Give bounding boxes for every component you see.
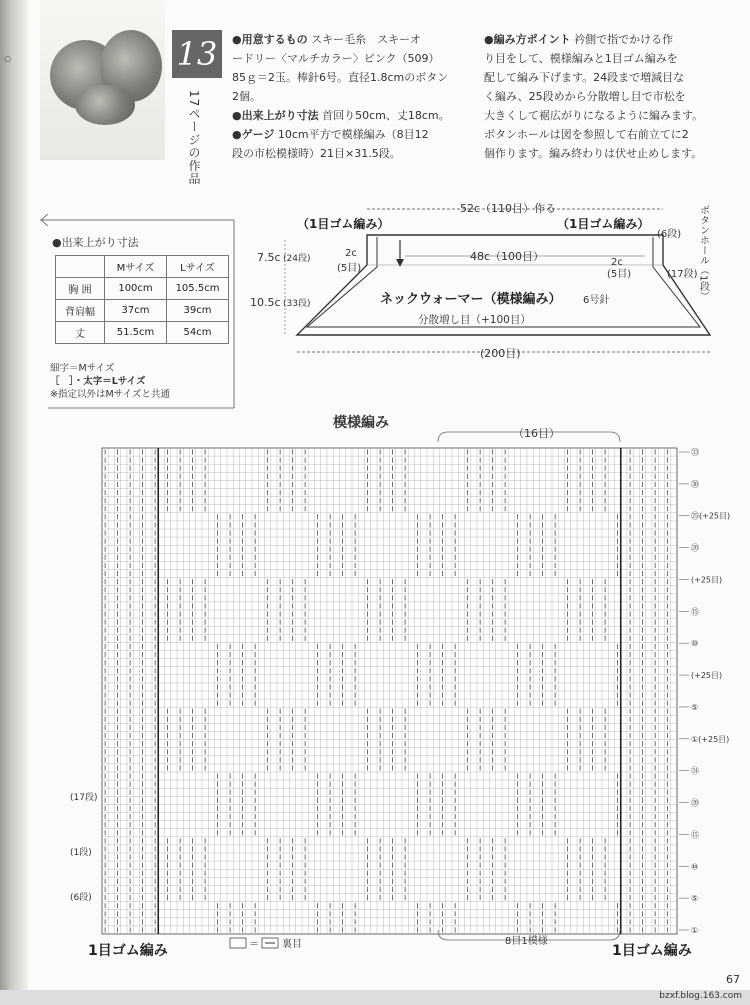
- product-photo: [40, 0, 165, 160]
- table-row: [56, 278, 229, 300]
- diagram-band-right-sts: (5目): [607, 269, 632, 280]
- diagram-rib-left: （1目ゴム編み）: [297, 217, 390, 231]
- table-cell: 39cm: [167, 300, 229, 322]
- gauge-block: [232, 125, 472, 163]
- neckwarmer-diagram: [245, 195, 745, 370]
- materials-block: [232, 30, 472, 106]
- diagram-left-rows-top: (24段): [283, 254, 311, 264]
- points-line: 個作ります。編み終わりは伏せ止めします。: [484, 147, 703, 160]
- gauge-line: 10cm平方で模様編み（8目12: [277, 128, 429, 141]
- pattern-number: 13: [172, 30, 222, 78]
- materials-line: 85ｇ＝2玉。棒針6号。直径1.8cmのボタン: [232, 71, 449, 84]
- chart-repeat-sts: （16目）: [513, 427, 560, 440]
- chart-row-label: ⑳: [691, 543, 699, 553]
- diagram-rows-17: (17段): [667, 269, 698, 280]
- footer-bar: [0, 990, 750, 1005]
- diagram-center-width: 48c（100目）: [470, 250, 545, 263]
- points-line: ボタンホールは図を参照して右前立てに2: [484, 128, 689, 141]
- chart-row-label: ⑳: [691, 798, 699, 808]
- points-line: く編み、25段めから分散増し目で市松を: [484, 90, 686, 103]
- chart-rib-right-label: 1目ゴム編み: [612, 943, 692, 959]
- points-line: り目をして、模様編みと1目ゴム編みを: [484, 52, 678, 65]
- materials-line: スキー毛糸 スキーオ: [311, 33, 421, 46]
- chart-row-label: ⑩: [691, 639, 699, 649]
- chart-right-row-labels: [679, 448, 730, 935]
- table-row: [56, 256, 229, 278]
- diagram-increase: 分散増し目（+100目）: [418, 314, 531, 326]
- chart-left-row-label: (6段): [70, 893, 92, 903]
- legend-text: 裏目: [282, 939, 302, 950]
- points-line: 衿側で指でかける作: [574, 33, 674, 46]
- chart-row-label: (+25目): [691, 671, 723, 681]
- table-cell: 51.5cm: [105, 322, 167, 344]
- diagram-bottom-width: (200目): [480, 347, 521, 360]
- points-heading: ●編み方ポイント: [484, 33, 571, 46]
- footer-url: bzxf.blog.163.com: [659, 991, 742, 1001]
- chart-row-label: ①: [691, 926, 699, 935]
- materials-line: ードリー〈マルチカラー〉ピンク（509）: [232, 52, 440, 65]
- chart-title: 模様編み: [333, 415, 389, 431]
- chart-row-label: ㉚: [691, 479, 699, 489]
- table-cell: 100cm: [105, 278, 167, 300]
- finished-size-text: 首回り50cm、丈18cm。: [322, 109, 450, 122]
- points-line: 大きくして裾広がりになるように編みます。: [484, 109, 704, 122]
- chart-grid: [102, 448, 677, 934]
- diagram-left-rows-bottom: (33段): [283, 299, 311, 309]
- finished-size-heading: ●出来上がり寸法: [232, 109, 319, 122]
- source-page-label: 17ページの作品: [187, 90, 201, 186]
- table-cell: [56, 256, 105, 278]
- chart-row-label: ㉝: [691, 448, 699, 457]
- chart-row-label: ①(+25目): [691, 734, 730, 744]
- diagram-title: ネックウォーマー（模様編み）: [380, 292, 562, 307]
- chart-row-label: ⑮: [691, 830, 699, 840]
- legend-blank-cell: [230, 938, 246, 948]
- diagram-left-height-bottom: 10.5c: [250, 296, 281, 309]
- points-block: [484, 30, 724, 163]
- chart-row-label: ⑤: [691, 894, 699, 904]
- diagram-rib-right: （1目ゴム編み）: [557, 217, 650, 231]
- chart-left-row-label: (17段): [70, 793, 98, 803]
- chart-rib-left-label: 1目ゴム編み: [88, 943, 168, 959]
- table-row: [56, 300, 229, 322]
- knitting-chart: [40, 430, 740, 975]
- table-cell: 54cm: [167, 322, 229, 344]
- chart-repeat-label: 8目1模様: [505, 936, 548, 947]
- materials-line: 2個。: [232, 90, 261, 103]
- chart-repeat-bracket: [438, 432, 620, 442]
- spine-mark: ○: [4, 54, 11, 63]
- diagram-left-height-top: 7.5c: [257, 251, 281, 264]
- table-cell: 胸 囲: [56, 278, 105, 300]
- size-table: [55, 255, 229, 344]
- chart-row-label: ㉔: [691, 766, 699, 776]
- materials-heading: ●用意するもの: [232, 33, 308, 46]
- size-table-title: ●出来上がり寸法: [52, 236, 139, 249]
- size-note: ［ ］・太字＝Lサイズ: [50, 376, 146, 387]
- page-spine: [0, 0, 28, 1005]
- chart-left-row-label: (1段): [70, 848, 92, 858]
- table-cell: Mサイズ: [105, 256, 167, 278]
- chart-row-label: ⑮: [691, 607, 699, 617]
- diagram-band-left: 2c: [345, 248, 357, 259]
- chart-left-row-labels: [70, 792, 97, 903]
- diagram-band-right: 2c: [611, 257, 623, 268]
- chart-row-label: (+25目): [691, 575, 723, 585]
- diagram-rows-6: (6段): [657, 229, 682, 240]
- gauge-line: 段の市松模様時）21目×31.5段。: [232, 147, 401, 160]
- table-row: [56, 322, 229, 344]
- chart-row-label: ⑤: [691, 702, 699, 712]
- table-cell: 丈: [56, 322, 105, 344]
- legend-equals: ＝: [249, 939, 259, 950]
- table-cell: Lサイズ: [167, 256, 229, 278]
- diagram-needle: 6号針: [583, 295, 610, 306]
- photo-knit-bottom: [75, 85, 135, 125]
- page-number: 67: [726, 973, 740, 986]
- chart-row-label: ⑩: [691, 862, 699, 872]
- diagram-buttonhole: ボタンホール（1段）: [697, 205, 709, 302]
- points-line: 配して編み下げます。24段まで増減目な: [484, 71, 685, 84]
- table-cell: 37cm: [105, 300, 167, 322]
- size-note: 細字＝Mサイズ: [50, 363, 115, 374]
- chart-row-label: ㉕(+25目): [691, 511, 731, 521]
- diagram-top-width: 52c（110目）作る: [460, 202, 557, 215]
- gauge-heading: ●ゲージ: [232, 128, 275, 141]
- finished-size-block: [232, 106, 472, 125]
- diagram-band-left-sts: (5目): [337, 263, 362, 274]
- size-note: ※指定以外はMサイズと共通: [50, 389, 170, 400]
- table-cell: 背肩幅: [56, 300, 105, 322]
- table-cell: 105.5cm: [167, 278, 229, 300]
